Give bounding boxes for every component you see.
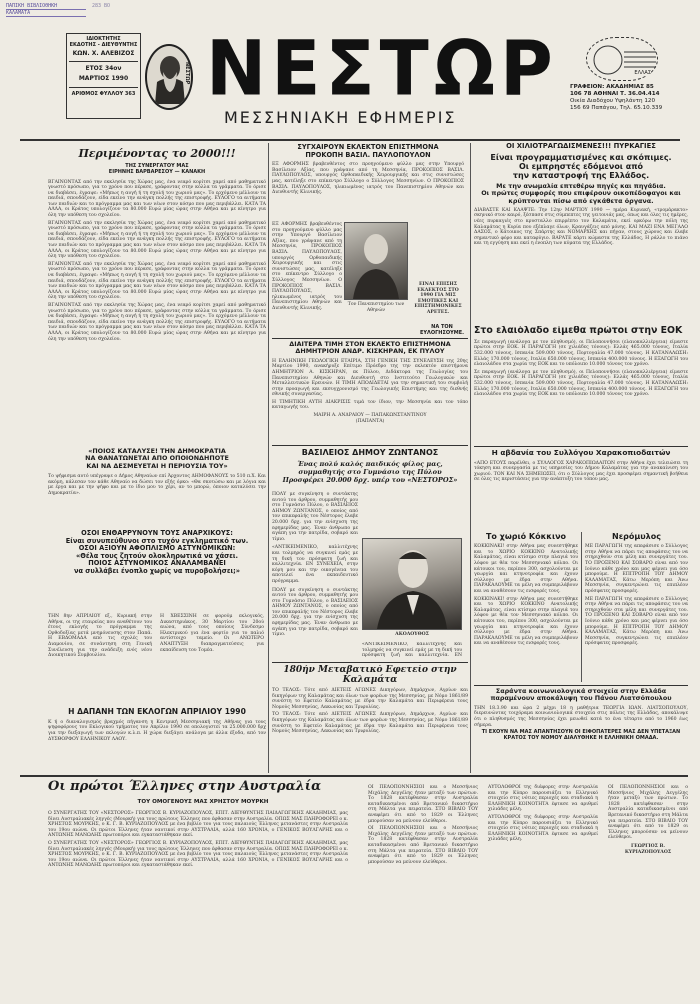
vasileios-body2: «ΑΝΤΙΚΕΙΜΕΝΙΚΟ, καλλιτέχνης και τολμηρός να συγκινεί εμάς με τη δική του πρόσφατη ζωή και καλλιτεχνία. ΕΝ ΣΥΝΕΧΕΙΑ, στην κόρη μου και την οικογένεια του αποτελεί ένα εκπαιδευτικό πρόγραμμα. <box>272 545 358 584</box>
olive-title: Στο ελαιόλαδο είμεθα πρώτοι στην ΕΟΚ <box>474 326 683 336</box>
kiskiran-body: Η ΕΛΛΗΝΙΚΗ ΓΕΩΛΟΓΙΚΗ ΕΤΑΙΡΙΑ, ΣΤΗ ΓΕΝΙΚΗ ΤΗΣ ΣΥΝΕΛΕΥΣΗ της 20ης Μαρτίου 1990, ανακήρυξε Επίτιμο Πρόεδρο της την εκλεκτόν επιστήμονα ΔΗΜΗΤΡΙΟΝ Α. ΚΙΣΚΗΡΑΝ, εκ Πύλου, Διδάκτορα της Γεωλογίας του Πανεπιστημίου Αθηνών και Διευθυντή στο Ινστιτούτο Γεωλογικών και Μεταλλευτικών Ερευνών. Η ΤΙΜΗ ΑΠΟΔΙΔΕΤΑΙ για την σημαντική του συμβολή στην προαγωγή και εκσυγχρονισμό της Γεωλογικής Επιστήμης και της διεθνής εθνικής συνεργασίας. <box>272 358 468 398</box>
anarchy-article <box>48 530 266 705</box>
waiting-article <box>48 143 266 443</box>
mykonos-tag: ΤΙ ΕΧΟΥΝ ΝΑ ΜΑΣ ΑΠΑΝΤΗΣΟΥΝ ΟΙ ΕΙΦΟΠΑΤΕΡΕΣ ΜΑΣ ΔΕΝ ΥΠΕΤΑΞΑΝ ΚΡΑΤΟΣ ΤΟΥ ΝΟΜΟΥ ΔΙΑΛΥΘΗΚΕ Η ΕΛΛΗΝΙΚΗ ΟΜΑΔΑ. <box>481 729 681 741</box>
middle-rule-3 <box>272 662 468 663</box>
neromylos-body: ΜΕ ΠΑΡΑΓΩΓΗ της απεφάσισε ο Σύλλογος στην Αθήνα να πάρει τις αποφάσεις του να στηριχθούν στα μέλη και συνεργάτες του. ΤΟ ΠΡΟΞΕΝΟ ΚΑΙ ΣΟΒΑΡΟ είναι από τον Ιούνιο κάθε χρόνο και μας φέρνει για όσο μπορούμε. Η ΕΠΙΤΡΟΠΗ ΤΟΥ ΔΗΜΟΥ ΚΑΛΑΜΑΤΑΣ, Κάτω Μερόπη και Άνω Μεσσηνία, συγκεντρώνει τις επιπλέον πρόσφατες προσφορές. <box>585 544 688 594</box>
vasileios-body-repeat: ΠΟΛΥ με συγκίνηση ο συντάκτης αυτού του άρθρου, συμμαθητής μου στο Γυμνάσιο Πύλου, ο ΒΑΣΙΛΕΙΟΣ ΔΗΜΟΥ ΖΩΝΤΑΝΟΣ, ο οποίος από τον επικεφαλής του Νέστορος έλαβε 20.000 δρχ. για την ενίσχυση της εφημερίδας μας. Έναν άνθρωπο με αγάπη για την πατρίδα, σοβαρό και τίμιο. <box>272 587 358 638</box>
professor-title: ΣΥΓΧΑΙΡΟΥΝ ΕΚΛΕΚΤΟΝ ΕΠΙΣΤΗΜΟΝΑ ΠΡΟΚΟΠΗ ΒΑΣΙΛ. ΠΑΥΛΟΠΟΥΛΟΝ <box>297 144 439 159</box>
australia-body3-repeat: ΑΥΤΟΛΟΘΡΟΙ της διάφορες στην Αυστραλία και την Κύπρο παρουσιάζει το Ελληνικό στοιχείο στις νότιες περιοχές και σταδιακά η ΕΛΛΗΝΙΚΗ ΚΟΙΝΟΤΗΤΑ έφτασε να αριθμεί χιλιάδες μέλη. <box>488 814 598 843</box>
vasileios-body: ΠΟΛΥ με συγκίνηση ο συντάκτης αυτού του άρθρου, συμμαθητής μου στο Γυμνάσιο Πύλου, ο ΒΑΣΙΛΕΙΟΣ ΔΗΜΟΥ ΖΩΝΤΑΝΟΣ, ο οποίος από τον επικεφαλής του Νέστορος έλαβε 20.000 δρχ. για την ενίσχυση της εφημερίδας μας. Έναν άνθρωπο με αγάπη για την πατρίδα, σοβαρό και τίμιο. <box>272 492 358 542</box>
professor-body: ΕΞ ΑΦΟΡΜΗΣ βραβευθέντος στο προηγούμενο φύλλο μας στην Υπουργό Βασίλειον Αξίας, που γράψανε από τη Μεσσηνία, ΠΡΟΚΟΠΙΟΣ ΒΑΣΙΛ. ΠΑΥΛΟΠΟΥΛΟΣ, υπουργός Ορθοπαιδικής Χειρουργικής και στις συνιστώσες μας, κατέληξε στο επίκεντρο Σύλλογο ο Σύλλογος Μεσσηνίων. Ο ΠΡΟΚΟΠΙΟΣ ΒΑΣΙΛ. ΠΑΥΛΟΠΟΥΛΟΣ, ηλικιωμένος ιατρός του Πανεπιστημίου Αθηνών και Διευθυντής Κλινικής. <box>272 162 464 196</box>
neromylos-article <box>585 532 688 682</box>
kalamata-club-article <box>474 449 688 529</box>
logo-text: ΝΕΣΤΩΡ <box>184 62 190 85</box>
kokkino-body-repeat: ΚΟΚΚΙΝΑΚΙ! στην Αθήνα μας συνεστήθηκε και το ΧΩΡΙΟ ΚΟΚΚΙΝΟ Ανατολικής Καλαμάτας, είναι κτίσιμο στην πλαγιά του λόφου με θέα τον Μεσσηνιακό κόλπο. Οι κάτοικοι του, περίπου 300, ασχολούνται με γεωργία και κτηνοτροφία και έχουν σύλλογο με έδρα στην Αθήνα. ΠΑΡΑΚΑΛΟΥΜΕ τα μέλη να συμπεριλάβουν και να αναθέσουν τις εισφορές τους. <box>474 596 578 647</box>
issue-number: ΑΡΙΘΜΟΣ ΦΥΛΛΟΥ 363 <box>71 91 136 98</box>
australia-byline: ΤΟΥ ΟΜΟΓΕΝΟΥΣ ΜΑΣ ΧΡΗΣΤΟΥ ΜΟΥΡΚΗ <box>137 799 269 805</box>
chilioi-subtitle: Είναι προγραμματισμένες και σκόπιμες. Οι εμπρηστές εδόμενοι από την καταστροφή της Ελλάδος. <box>490 152 672 180</box>
column-divider-left <box>268 143 269 773</box>
australia-article <box>48 779 688 1001</box>
kiskiran-article <box>272 341 468 441</box>
kokkino-title: Το χωριό Κόκκινο <box>485 532 567 541</box>
kiskiran-sign: ΜΑΙΡΗ Α. ΑΝΔΡΑΙΟΥ — ΠΑΠΑΚΩΝΣΤΑΝΤΙΝΟΥ (ΠΑΠΑΝΤΑ) <box>313 413 427 424</box>
middle-rule-1 <box>272 338 468 339</box>
offices-label: ΓΡΑΦΕΙΟΝ: ΑΚΑΔΗΜΙΑΣ 85 <box>570 84 654 90</box>
publisher-name: ΚΩΝ. Χ. ΑΛΕΒΙΖΟΣ <box>72 49 135 57</box>
australia-title: Οι πρώτοι Έλληνες στην Αυστραλία <box>48 779 322 794</box>
portrait-silhouette-icon <box>345 223 407 299</box>
column-divider-right <box>470 143 471 773</box>
anarchy-body: ΤΗΝ 8ην ΑΠΡΙΛΙΟΥ εξ., Κυριακή στην Αθήνα, οι της εταιρείας που αναθέτουν του έτους εκλογής το πρόγραμμα της Ορθοδοξίας μετά μνημόνευσης στον Παπά. Η ΕΒΔΟΜΑΔΑ από τις σχολές του Διαμονίου, σε συνάντηση στη Γενική Συνέλευση για την ανάδειξη ενός νέου Διοικητικού Συμβουλίου. <box>48 614 152 659</box>
stamp-line2: ΚΑΛΑΜΑΤΑ <box>6 10 86 17</box>
elections-article <box>48 708 266 770</box>
waiting-body-repeat2: ΒΓΑΙΝΟΝΤΑΣ από την εκκλησία της Χώρας μας, ένα νεαρό κορίτσι χαρεί από μαθηματικό γνωστό πρόσωπο, για το χρόνο που πέρασε, γράφοντας στην κόλλα τα γράμματα. Το όρισε να διαβάσει, έγραψε: «Μήπως η αυγή ή τη σχολή του χωριού μας». Το ερχόμενο μέλλουν τα παιδιά, σπουδάζουν, είδα εκείνο την ανάγκη πολλής της επιστροφής. ΕΥΛΟΓΟ τα αιτήματα των παιδιών και το πρόγραμμα μας και των νέων στον κόσμο που μας περιβάλλει. ΚΑΤΑ ΤΑ ΑΛΛΑ, οι Κράτος υπολογίζουν τα 80.000 Ευρώ μίας ώρας στην Αθήνα και με κίνητρο για όλη την υπόθεση του σχολείου. <box>48 261 266 301</box>
offices-line2: 106 78 ΑΘΗΝΑΙ Τ. 36.04.414 <box>570 91 660 97</box>
mykonos-body: ΤΗΝ 18.3.90 και ώρα 2 μέχρι 18 η μαθήτρια ΤΕΩΡΓΙΑ ΙΩΑΝ. ΛΙΑΤΣΟΠΟΥΛΟΥ, διερευνώντας τοιχόραμα κοινωνιολογικά στοιχεία στις πόλεις της Ελλάδας, αποκάλυψε ότι ο πληθυσμός της Μεσσηνίας έχει μειωθεί κατά το ένα τέταρτο από το 1960 έως σήμερα. <box>474 705 688 728</box>
kokkino-body: ΚΟΚΚΙΝΑΚΙ! στην Αθήνα μας συνεστήθηκε και το ΧΩΡΙΟ ΚΟΚΚΙΝΟ Ανατολικής Καλαμάτας, είναι κτίσιμο στην πλαγιά του λόφου με θέα τον Μεσσηνιακό κόλπο. Οι κάτοικοι του, περίπου 300, ασχολούνται με γεωργία και κτηνοτροφία και έχουν σύλλογο με έδρα στην Αθήνα. ΠΑΡΑΚΑΛΟΥΜΕ τα μέλη να συμπεριλάβουν και να αναθέσουν τις εισφορές τους. <box>474 544 578 594</box>
issue-year: ΕΤΟΣ 34ον <box>85 65 122 73</box>
ferry-body: ΤΟ ΤΕΛΟΣ: Τότε από ΔΙΕΤΕΙΣ ΑΓΩΝΕΣ Δικηγόρων, Δημάρχων, Αγρίων και δικηγόρων της Καλαμάτας και όλων των φορέων της Μεσσηνίας, με Νόμο 1861/89 συνέστη το Εφετείο Καλαμάτας με έδρα την Καλαμάτα και Περιφέρεια τους Νομούς Μεσσηνίας, Λακωνίας και Τριφυλίας. <box>272 688 468 710</box>
postage-stamp <box>586 37 658 81</box>
stamp-country: ΕΛΛΑΣ <box>634 70 651 76</box>
waiting-body-repeat: ΒΓΑΙΝΟΝΤΑΣ από την εκκλησία της Χώρας μας, ένα νεαρό κορίτσι χαρεί από μαθηματικό γνωστό πρόσωπο, για το χρόνο που πέρασε, γράφοντας στην κόλλα τα γράμματα. Το όρισε να διαβάσει, έγραψε: «Μήπως η αυγή ή τη σχολή του χωριού μας». Το ερχόμενο μέλλουν τα παιδιά, σπουδάζουν, είδα εκείνο την ανάγκη πολλής της επιστροφής. ΕΥΛΟΓΟ τα αιτήματα των παιδιών και το πρόγραμμα μας και των νέων στον κόσμο που μας περιβάλλει. ΚΑΤΑ ΤΑ ΑΛΛΑ, οι Κράτος υπολογίζουν τα 80.000 Ευρώ μίας ώρας στην Αθήνα και με κίνητρο για όλη την υπόθεση του σχολείου. <box>48 220 266 260</box>
professor-photo <box>344 222 408 300</box>
professor-body-cont: ΕΞ ΑΦΟΡΜΗΣ βραβευθέντος στο προηγούμενο φύλλο μας στην Υπουργό Βασίλειον Αξίας, που γράψανε από τη Μεσσηνία, ΠΡΟΚΟΠΙΟΣ ΒΑΣΙΛ. ΠΑΥΛΟΠΟΥΛΟΣ, υπουργός Ορθοπαιδικής Χειρουργικής και στις συνιστώσες μας, κατέληξε στο επίκεντρο Σύλλογο ο Σύλλογος Μεσσηνίων. Ο ΠΡΟΚΟΠΙΟΣ ΒΑΣΙΛ. ΠΑΥΛΟΠΟΥΛΟΣ, ηλικιωμένος ιατρός του Πανεπιστημίου Αθηνών και Διευθυντής Κλινικής. <box>272 222 342 311</box>
vasileios-photo-caption: ΑΚΟΛΟΥΘΟΣ <box>395 632 429 637</box>
chilioi-lead: Με την ανωμαλία επτεθέρω πηγές και πηγάδια. Οι πρώτες συμφορές που επιφέρουν οικοπέδοφαγοι και κρύπτονται πίσω από εγκάθετα όργανα. <box>481 181 681 205</box>
professor-side <box>412 282 464 316</box>
stamp-line1: ΠΑΠΙΚΗ ΒΙΒΛΙΟΘΗΚΗ <box>6 3 86 10</box>
olive-body-repeat: Σε παραγωγή (ανάλογα με τον πληθυσμό), οι Πελοποννήσοι (ελαιοκαλλιέργεια) είμαστε πρώτοι στην ΕΟΚ. Η ΠΑΡΑΓΩΓΗ (σε χιλιάδες τόνους): Ελλάς 465.000 τόνους, Ιταλία 532.000 τόνους, Ισπανία 509.000 τόνους, Πορτογαλία 47.000 τόνους. Η ΚΑΤΑΝΑΛΩΣΗ: Ελλάς 170.000 τόνους, Ιταλία 650.000 τόνους, Ισπανία 400.000 τόνους. Η ΕΞΑΓΩΓΗ του ελαιολάδου στα χωρία της ΕΟΚ και το υπόλοιπο 10.000 τόνους τον χρόνο. <box>474 369 688 398</box>
olive-article <box>474 326 688 444</box>
bottom-section-rule <box>20 775 688 777</box>
middle-rule-2 <box>272 445 468 446</box>
waiting-byline: ΤΗΣ ΣΥΝΕΡΓΑΤΟΥ ΜΑΣ ΕΙΡΗΝΗΣ ΒΑΡΒΑΡΕΣΟΥ — ΚΑΝΑΚΗ <box>108 163 206 175</box>
mykonos-article <box>474 688 688 772</box>
waiting-body: ΒΓΑΙΝΟΝΤΑΣ από την εκκλησία της Χώρας μας, ένα νεαρό κορίτσι χαρεί από μαθηματικό γνωστό πρόσωπο, για το χρόνο που πέρασε, γράφοντας στην κόλλα τα γράμματα. Το όρισε να διαβάσει, έγραψε: «Μήπως η αυγή ή τη σχολή του χωριού μας». Το ερχόμενο μέλλουν τα παιδιά, σπουδάζουν, είδα εκείνο την ανάγκη πολλής της επιστροφής. ΕΥΛΟΓΟ τα αιτήματα των παιδιών και το πρόγραμμα μας και των νέων στον κόσμο που μας περιβάλλει. ΚΑΤΑ ΤΑ ΑΛΛΑ, οι Κράτος υπολογίζουν τα 80.000 Ευρώ μίας ώρας στην Αθήνα και με κίνητρο για όλη την υπόθεση του σχολείου. <box>48 179 266 219</box>
anarchy-body2: Η ΧΒΕΣΣΙΝΗ σε φορούμ εκλογικός, Δικαστηριάκος, 30 Μαρτίου του 20ού αιώνα, από τους οποίους Σύνδεσμο Ηλεκτρικού για ένα φορτίο για το παλιό αντίστοιχο ταμείο. Οι ΑΝΩΤΕΡΟ ΑΝΑΠΤΥΞΗ διαπραγματεύσεις για εκπαίδευση του Τομέα. <box>160 614 264 653</box>
ferry-title: 180ήν Μεταβατικό Εφετείο στην Καλαμάτα <box>283 665 457 685</box>
australia-sign: ΓΕΩΡΓΙΟΣ Β. ΚΥΡΙΑΖΟΠΟΥΛΟΣ <box>624 843 672 855</box>
kokkino-article <box>474 532 578 682</box>
newspaper-subtitle: ΜΕΣΣΗΝΙΑΚΗ ΕΦΗΜΕΡΙΣ <box>224 108 457 127</box>
neromylos-body-repeat: ΜΕ ΠΑΡΑΓΩΓΗ της απεφάσισε ο Σύλλογος στην Αθήνα να πάρει τις αποφάσεις του να στηριχθούν στα μέλη και συνεργάτες του. ΤΟ ΠΡΟΞΕΝΟ ΚΑΙ ΣΟΒΑΡΟ είναι από τον Ιούνιο κάθε χρόνο και μας φέρνει για όσο μπορούμε. Η ΕΠΙΤΡΟΠΗ ΤΟΥ ΔΗΜΟΥ ΚΑΛΑΜΑΤΑΣ, Κάτω Μερόπη και Άνω Μεσσηνία, συγκεντρώνει τις επιπλέον πρόσφατες προσφορές. <box>585 596 688 647</box>
mykonos-title: Σαράντα κοινωνιολογικά στοιχεία στην Ελλάδα παραμένουν αποκάλυψη του Πάνου Λιατσόπουλου <box>490 688 672 703</box>
offices-block <box>570 84 696 112</box>
issue-date: ΜΑΡΤΙΟΣ 1990 <box>78 75 129 83</box>
australia-body-repeat: Ο ΣΥΝΕΡΓΑΤΗΣ ΤΟΥ «ΝΕΣΤΟΡΟΣ» ΓΕΩΡΓΙΟΣ Β. ΚΥΡΙΑΖΟΠΟΥΛΟΣ, ΕΠΙΤ. ΔΙΕΥΘΥΝΤΗΣ ΠΑΙΔΑΓΩΓΙΚΗΣ ΑΚΑΔΗΜΙΑΣ, μας δίνει Αυστραλιακές ληγγές (Μουρκή) για τους πρώτους Έλληνες που έφθασαν στην Αυστραλία. ΟΠΩΣ ΜΑΣ ΠΛΗΡΟΦΟΡΕΙ ο κ. ΧΡΗΣΤΟΣ ΜΟΥΡΚΗΣ, ο Κ. Γ. Β. ΚΥΡΙΑΖΟΠΟΥΛΟΣ με ένα βιβλίο του για τους παλαιούς Έλληνες μετανάστες στην Αυστραλία του 19ου αιώνα. Οι πρώτοι Έλληνες ήταν ναυτικοί στην ΑΥΣΤΡΑΛΙΑ, αλλά 160 ΧΡΟΝΙΑ, ο ΓΕΝΙΚΟΣ ΒΟΥΛΓΑΡΗΣ και ο ΑΝΤΩΝΗΣ ΜΑΝΩΛΗΣ πρωτοπόροι και εγκαταστάθηκαν εκεί. <box>48 840 348 869</box>
kokkino-divider <box>581 532 582 682</box>
australia-body-side: ΟΙ ΠΕΛΟΠΟΝΝΗΣΙΟΙ και ο Μεσσήνιος Μιχάλης Δεγγέλης ήταν μεταξύ των πρώτων. Το 1828 κατέφθασαν στην Αυστραλία καταδικασμένοι από Βρετανικό δικαστήριο στη Μάλτα για πειρατεία. ΣΤΟ ΒΙΒΛΙΟ ΤΟΥ αναφέρει ότι από το 1829 οι Έλληνες μπορούσαν να μείνουν ελεύθεροι. <box>608 785 688 841</box>
vasileios-photo <box>362 538 462 630</box>
right-rule-1 <box>474 446 688 447</box>
professor-side-caption: ΕΙΝΑΙ ΕΠΙΣΗΣ ΕΚΛΕΚΤΟΣ ΣΤΟ 1990 ΓΙΑ ΜΙΣ ΕΜΟΤΙΚΕΣ ΚΑΙ ΕΠΙΣΤΗΜΟΝΙΚΕΣ ΑΡΕΤΕΣ. <box>414 282 462 315</box>
vasileios-title: ΒΑΣΙΛΕΙΟΣ ΔΗΜΟΥ ΖΩΝΤΑΝΟΣ <box>301 448 439 457</box>
elections-body: Κ ή ο διαναλογισμός βραχμός πήγανση η Κεντρική Μεσσηνιακή της Αθήνας για τους ψηφοφόρους του Εκλογικού τμήματος τον Απρίλιο 1990 σε οπολογιστεί τα 25.000.000 δρχ για την διεξαγωγή των εκλογών κ.λ.π. Η χώρα διεξάγει ανάλογα με άλλα έξοδα, από τον ΔΥΣΘΟΡΦΟΥ ΕΛΛΗΝΙΚΟΥ ΛΑΟΥ. <box>48 719 266 742</box>
right-rule-2 <box>474 685 688 686</box>
olive-body: Σε παραγωγή (ανάλογα με τον πληθυσμό), οι Πελοποννήσοι (ελαιοκαλλιέργεια) είμαστε πρώτοι στην ΕΟΚ. Η ΠΑΡΑΓΩΓΗ (σε χιλιάδες τόνους): Ελλάς 465.000 τόνους, Ιταλία 532.000 τόνους, Ισπανία 509.000 τόνους, Πορτογαλία 47.000 τόνους. Η ΚΑΤΑΝΑΛΩΣΗ: Ελλάς 170.000 τόνους, Ιταλία 650.000 τόνους, Ισπανία 400.000 τόνους. Η ΕΞΑΓΩΓΗ του ελαιολάδου στα χωρία της ΕΟΚ και το υπόλοιπο 10.000 τόνους τον χρόνο. <box>474 339 688 368</box>
offices-line3: Οικία Διαδόχου Υψηλάντη 120 <box>570 98 656 104</box>
australia-body3: ΑΥΤΟΛΟΘΡΟΙ της διάφορες στην Αυστραλία και την Κύπρο παρουσιάζει το Ελληνικό στοιχείο στις νότιες περιοχές και σταδιακά η ΕΛΛΗΝΙΚΗ ΚΟΙΝΟΤΗΤΑ έφτασε να αριθμεί χιλιάδες μέλη. <box>488 785 598 813</box>
chilioi-title: ΟΙ ΧΙΛΙΟΤΡΑΓΩΔΙΣΜΕΝΕΣ!!! ΠΥΡΚΑΓΙΕΣ <box>506 143 656 150</box>
masthead-rule <box>20 139 680 141</box>
vasileios-subtitle: Ένας πολύ καλός παιδικός φίλος μας, συμμαθητής στο Γυμνάσιο της Πύλου Προσφέρει 20.000 δρχ. υπέρ του «ΝΕΣΤΟΡΟΣ» <box>282 460 458 485</box>
ostrich-article <box>48 448 266 528</box>
kiskiran-title: ΔΙΑΙΤΕΡΑ ΤΙΜΗ ΣΤΟΝ ΕΚΛΕΚΤΟ ΕΠΙΣΤΗΜΟΝΑ ΔΗΜΗΤΡΙΟΝ ΑΝΔΡ. ΚΙΣΚΗΡΑΝ, ΕΚ ΠΥΛΟΥ <box>289 341 451 356</box>
chilioi-article <box>474 143 688 323</box>
elections-title: Η ΔΑΠΑΝΗ ΤΩΝ ΕΚΛΟΓΩΝ ΑΠΡΙΛΙΟΥ 1990 <box>68 708 246 716</box>
australia-body: Ο ΣΥΝΕΡΓΑΤΗΣ ΤΟΥ «ΝΕΣΤΟΡΟΣ» ΓΕΩΡΓΙΟΣ Β. ΚΥΡΙΑΖΟΠΟΥΛΟΣ, ΕΠΙΤ. ΔΙΕΥΘΥΝΤΗΣ ΠΑΙΔΑΓΩΓΙΚΗΣ ΑΚΑΔΗΜΙΑΣ, μας δίνει Αυστραλιακές ληγγές (Μουρκή) για τους πρώτους Έλληνες που έφθασαν στην Αυστραλία. ΟΠΩΣ ΜΑΣ ΠΛΗΡΟΦΟΡΕΙ ο κ. ΧΡΗΣΤΟΣ ΜΟΥΡΚΗΣ, ο Κ. Γ. Β. ΚΥΡΙΑΖΟΠΟΥΛΟΣ με ένα βιβλίο του για τους παλαιούς Έλληνες μετανάστες στην Αυστραλία του 19ου αιώνα. Οι πρώτοι Έλληνες ήταν ναυτικοί στην ΑΥΣΤΡΑΛΙΑ, αλλά 160 ΧΡΟΝΙΑ, ο ΓΕΝΙΚΟΣ ΒΟΥΛΓΑΡΗΣ και ο ΑΝΤΩΝΗΣ ΜΑΝΩΛΗΣ πρωτοπόροι και εγκαταστάθηκαν εκεί. <box>48 811 348 839</box>
neromylos-title: Νερόμυλος <box>612 532 661 541</box>
kiskiran-tag: Η ΤΙΜΗΤΙΚΗ ΑΥΤΗ ΔΙΑΚΡΙΣΙΣ τιμά τον ίδιον, την Μεσσηνία και τον τόπο καταγωγής του. <box>272 399 468 411</box>
chilioi-body: ΔΙΑΒΑΣΤΕ ΚΑΙ ΚΛΑΨΤΕ: Την 12ην ΜΑΡΤΙΟΥ 1990 — ημέρα Κυριακή, «τρομάρακτο» σκηνικό στον καιρό, ξέσπασε στις σύμπεπτες της γειτονιάς μας, όπως και όλες τις ημέρες, νέες πυρκαγιές στο κρυσταλλο επιρρέπτο τον Καλαμάτα, εκεί ορκόρω την πόλη της Καλαμάτας η Κυρία που εξέπλαγε όλων, Κραυγάζεις από μόνης. ΚΑΙ ΜΑΖΙ ΕΝΑ ΜΕΓΑΛΟ ΔΑΣΟΣ, ο Κάτοικος της Σπάρτης και ΝΟΜΑΡΧΗΣ και πήγαν, στους χώρους και έλαβε σημαντικό φόρο και καταφύγιο. ΒΑΡΑΤΕ κάρτι κώμαστα της Ελλάδος, Η ράλλο το πιάνο και τη εγγύηση και εκεί η ένοπλη των κύματα της Ελλάδος. <box>474 207 688 247</box>
waiting-body-repeat3: ΒΓΑΙΝΟΝΤΑΣ από την εκκλησία της Χώρας μας, ένα νεαρό κορίτσι χαρεί από μαθηματικό γνωστό πρόσωπο, για το χρόνο που πέρασε, γράφοντας στην κόλλα τα γράμματα. Το όρισε να διαβάσει, έγραψε: «Μήπως η αυγή ή τη σχολή του χωριού μας». Το ερχόμενο μέλλουν τα παιδιά, σπουδάζουν, είδα εκείνο την ανάγκη πολλής της επιστροφής. ΕΥΛΟΓΟ τα αιτήματα των παιδιών και το πρόγραμμα μας και των νέων στον κόσμο που μας περιβάλλει. ΚΑΤΑ ΤΑ ΑΛΛΑ, οι Κράτος υπολογίζουν τα 80.000 Ευρώ μίας ώρας στην Αθήνα και με κίνητρο για όλη την υπόθεση του σχολείου. <box>48 302 266 342</box>
library-stamp <box>6 3 146 29</box>
portrait-man-icon <box>363 539 461 629</box>
australia-body2: ΟΙ ΠΕΛΟΠΟΝΝΗΣΙΟΙ και ο Μεσσήνιος Μιχάλης Δεγγέλης ήταν μεταξύ των πρώτων. Το 1828 κατέφθασαν στην Αυστραλία καταδικασμένοι από Βρετανικό δικαστήριο στη Μάλτα για πειρατεία. ΣΤΟ ΒΙΒΛΙΟ ΤΟΥ αναφέρει ότι από το 1829 οι Έλληνες μπορούσαν να μείνουν ελεύθεροι. <box>368 785 478 824</box>
offices-line4: 156 69 Παπάγου, Τηλ. 65.10.339 <box>570 105 663 111</box>
professor-photo-caption: Τον Πανεπιστημίου των Αθηνών <box>347 302 405 313</box>
kalamata-club-title: Η αβδανία του Συλλόγου Χαρακοπιοδαιτών <box>491 449 671 457</box>
ferry-body-repeat: ΤΟ ΤΕΛΟΣ: Τότε από ΔΙΕΤΕΙΣ ΑΓΩΝΕΣ Δικηγόρων, Δημάρχων, Αγρίων και δικηγόρων της Καλαμάτας και όλων των φορέων της Μεσσηνίας, με Νόμο 1861/89 συνέστη το Εφετείο Καλαμάτας με έδρα την Καλαμάτα και Περιφέρεια τους Νομούς Μεσσηνίας, Λακωνίας και Τριφυλίας. <box>272 712 468 735</box>
kalamata-club-body: «ΑΠΟ ΕΤΟΥΣ παρέλθει, ο ΣΥΛΛΟΓΟΣ ΧΑΡΑΚΟΠΙΩΔΑΙΤΩΝ στην Αθήνα έχει τελειώσει τη τόκηση και συνεργασία με τις υπηρεσίες του Δήμου Καλαμάτας για την ανακαίνιση του χωριού. ΤΟΝ ΚΑΙ ΝΑ ΣΗΜΕΙΩΣΕΙ, ότι ο Σύλλογος μας έχει προσφέρει σημαντική βοήθεια σε όλες τις περιστάσεις για την ανάπτυξη του τόπου μας. <box>474 460 688 483</box>
vasileios-body2-right: «ΑΝΤΙΚΕΙΜΕΝΙΚΟ, καλλιτέχνης και τολμηρός να συγκινεί εμάς με τη δική του πρόσφατη ζωή και καλλιτεχνία. ΕΝ <box>362 642 462 658</box>
waiting-title: Περιμένοντας το 2000!!! <box>78 147 236 160</box>
newspaper-title: ΝΕΣΤΩΡ <box>206 23 558 113</box>
ostrich-title: «ΠΟΙΟΣ ΚΑΤΑΛΥΣΕ! ΤΗΝ ΔΗΜΟΚΡΑΤΙΑ ΝΑ ΘΑΝΑΤΩΝΕΤΑΙ ΑΠΟ ΟΠΟΙΟΝΔΗΠΟΤΕ ΚΑΙ ΝΑ ΔΕΣΜΕΥΕΤΑΙ Η ΠΕΡΙΟΥΣΙΑ ΤΟΥ» <box>85 448 229 470</box>
stamp-number: 283 ΒΟ <box>92 3 111 9</box>
ferry-article <box>272 665 468 770</box>
anarchy-title: ΟΣΟΙ ΕΝΘΑΡΡΥΝΟΥΝ ΤΟΥΣ ΑΝΑΡΧΙΚΟΥΣ: Είναι συνυπεύθυνοι στο τυχόν εγκληματικό των. ΟΣΟΙ ΑΞΙΟΥΝ ΑΦΟΠΛΙΣΜΟ ΑΣΤΥΝΟΜΙΚΩΝ: «Θέλα τους ζητούν ολοκληρωτικά να χάσει. ΠΟΙΟΣ ΑΣΤΥΝΟΜΙΚΟΣ ΑΝΑΛΑΜΒΑΝΕΙ να συλλάβει ένοπλο χωρίς να πυροβολήσει;» <box>65 530 249 575</box>
ostrich-body: Το ψήφισμα αυτό υπέγραψε ο Δήμος Αθηναίων επί Άρχοντος ΔΗΜΟΦΑΝΟΥΣ το 510 π.Χ. Και ακόμη, κάλεσαν τον κάθε Αθηναίο να δώσει τον εξής όρκο: «Θα σκοτώσω και με λόγια και με έργα και με την ψήφο και με το ίδιο μου το χέρι, αν το μπορώ, όποιον καταλύσει την Δημοκρατία». <box>48 474 266 496</box>
nestor-logo <box>145 44 193 110</box>
australia-body2-repeat: ΟΙ ΠΕΛΟΠΟΝΝΗΣΙΟΙ και ο Μεσσήνιος Μιχάλης Δεγγέλης ήταν μεταξύ των πρώτων. Το 1828 κατέφθασαν στην Αυστραλία καταδικασμένοι από Βρετανικό δικαστήριο στη Μάλτα για πειρατεία. ΣΤΟ ΒΙΒΛΙΟ ΤΟΥ αναφέρει ότι από το 1829 οι Έλληνες μπορούσαν να μείνουν ελεύθεροι. <box>368 826 478 865</box>
publisher-label: ΙΔΙΟΚΤΗΤΗΣ ΕΚΔΟΤΗΣ - ΔΙΕΥΘΥΝΤΗΣ <box>69 36 138 48</box>
professor-tag: ΝΑ ΤΟΝ ΕΥΛΟΓΗΣΟΥΜΕ. <box>419 324 465 336</box>
publisher-box <box>66 33 141 119</box>
